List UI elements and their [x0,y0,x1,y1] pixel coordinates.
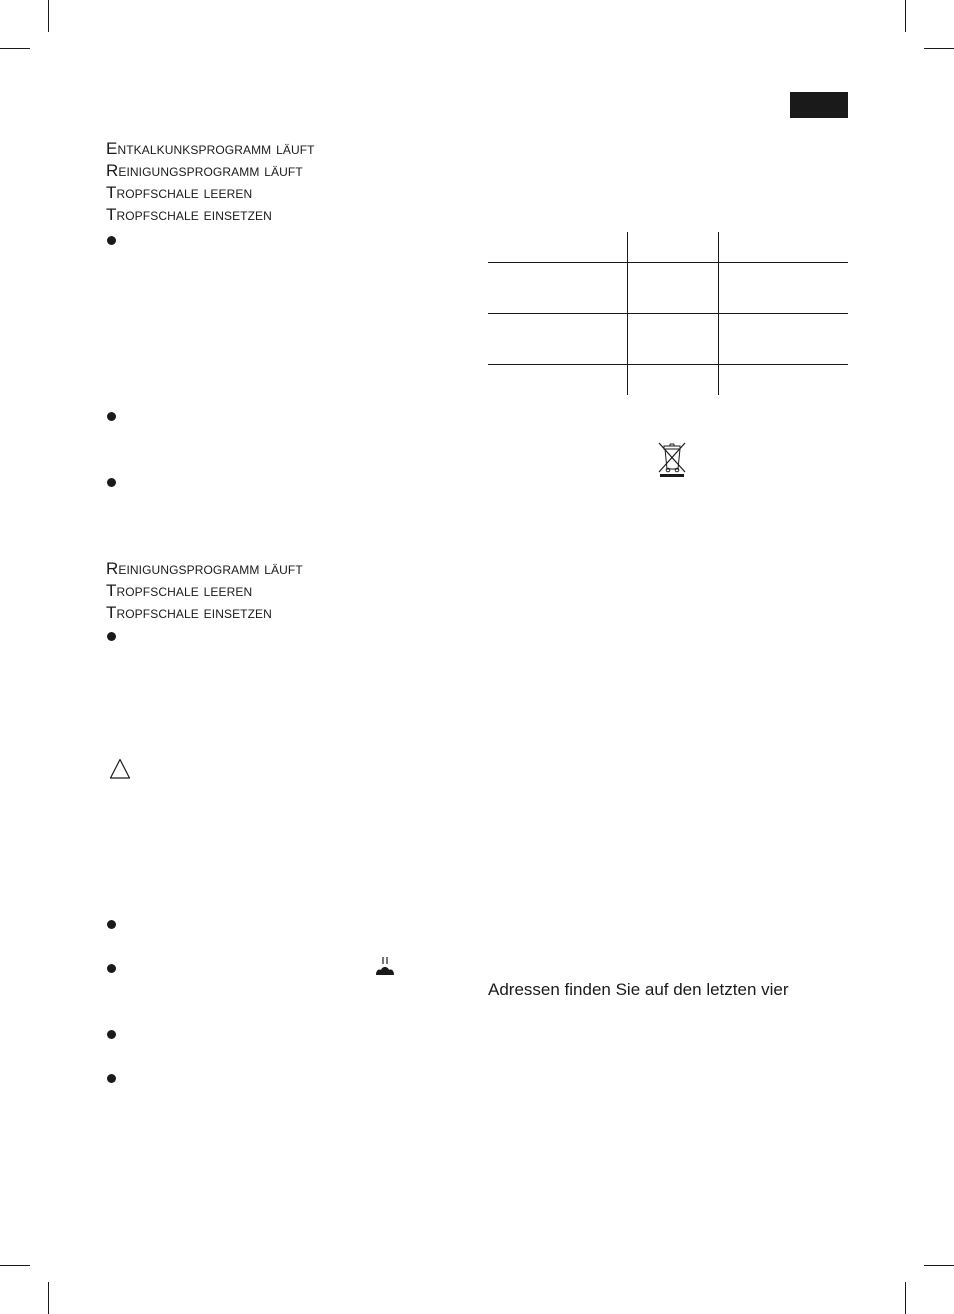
bullet-point [107,412,116,421]
crop-mark-bottom-right-horizontal [924,1265,954,1266]
bullet-point [107,920,116,929]
crop-mark-top-left-vertical [48,0,49,32]
crop-mark-bottom-left-vertical [48,1282,49,1314]
crop-mark-bottom-right-vertical [905,1282,906,1314]
crop-mark-bottom-left-horizontal [0,1265,30,1266]
warning-triangle-icon [109,758,131,780]
bullet-point [107,632,116,641]
crop-mark-top-right-vertical [905,0,906,32]
display-messages-block-b [106,558,303,624]
message-line: Reinigungsprogramm läuft [106,161,303,180]
bullet-point [107,236,116,245]
crossed-out-wheelie-bin-icon [655,440,689,478]
bullet-point [107,478,116,487]
address-note: Adressen finden Sie auf den letzten vier [488,980,789,999]
message-line: Tropfschale leeren [106,581,253,600]
bullet-point [107,964,116,973]
steam-icon [374,955,396,977]
message-line: Tropfschale einsetzen [106,603,272,622]
message-line: Tropfschale einsetzen [106,205,272,224]
message-line: Reinigungsprogramm läuft [106,559,303,578]
message-line: Entkalkunksprogramm läuft [106,139,315,158]
language-tab-marker [790,92,848,118]
crop-mark-top-left-horizontal [0,48,30,49]
crop-mark-top-right-horizontal [924,48,954,49]
bullet-point [107,1074,116,1083]
display-messages-block-a [106,138,315,226]
message-line: Tropfschale leeren [106,183,253,202]
bullet-point [107,1030,116,1039]
data-table-grid [488,232,848,395]
